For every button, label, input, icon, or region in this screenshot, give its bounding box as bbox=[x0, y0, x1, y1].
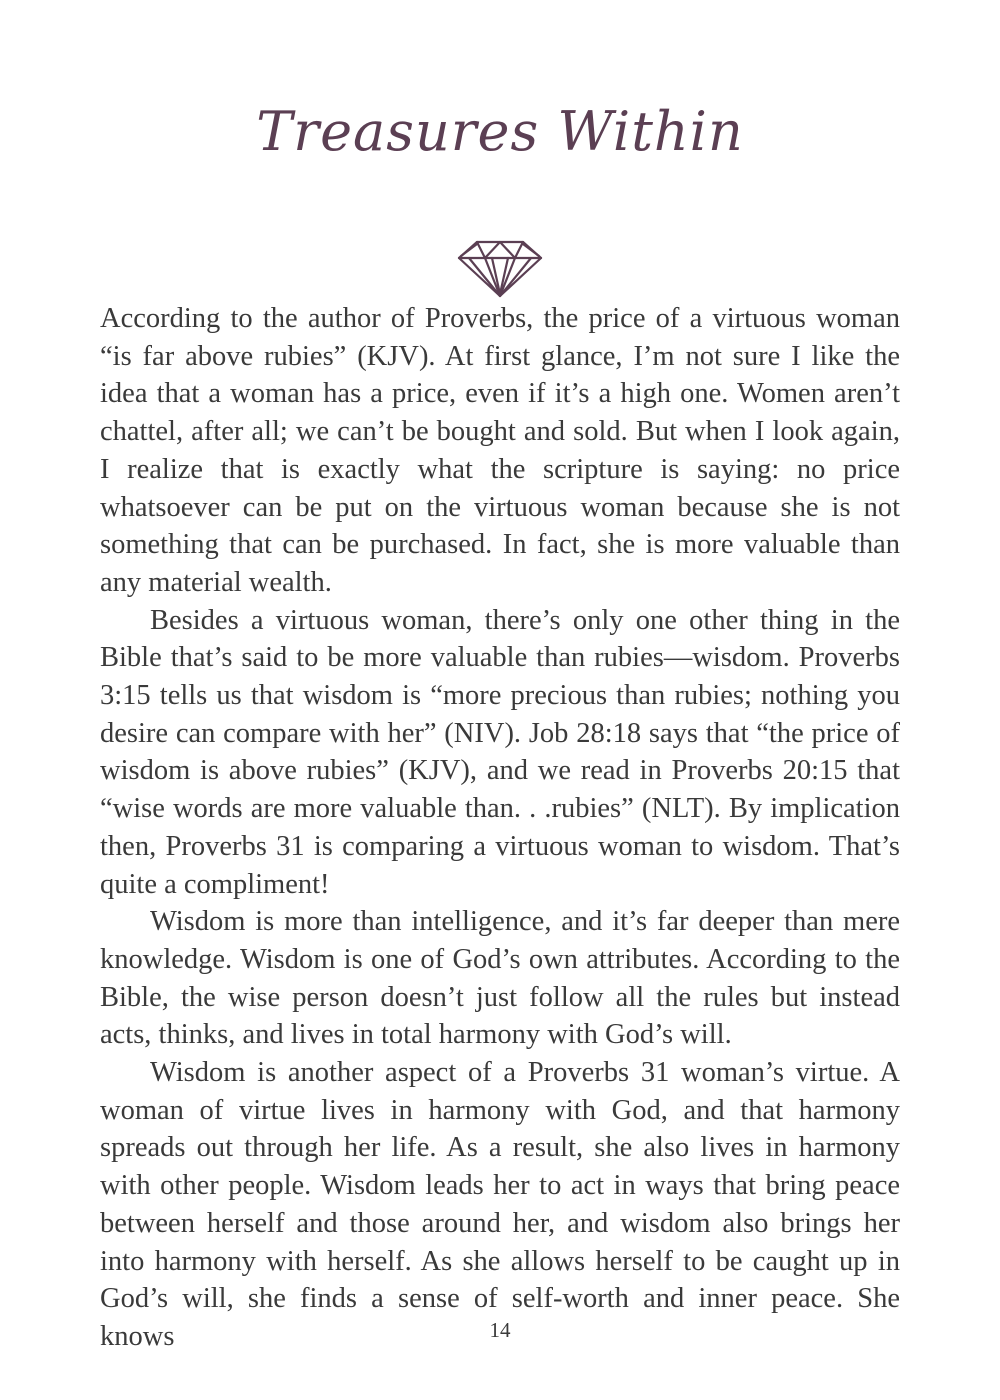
body-text bbox=[100, 300, 900, 1356]
diamond-icon bbox=[455, 236, 545, 298]
paragraph: Besides a virtuous woman, there’s only one other thing in the Bible that’s said to be more valuable than rubies—wisdom. Proverbs 3:15 tells us that wisdom is “more precious than rubies; nothing you desire can compare with her” (NIV). Job 28:18 says that “the price of wisdom is above rubies” (KJV), and we read in Proverbs 20:15 that “wise words are more valuable than. . .rubies” (NLT). By implication then, Proverbs 31 is comparing a virtuous woman to wisdom. That’s quite a compliment! bbox=[100, 604, 900, 900]
page-number: 14 bbox=[489, 1318, 511, 1342]
paragraph: Wisdom is more than intelligence, and it’s far deeper than mere knowledge. Wisdom is one of God’s own attributes. According to the Bible, the wise person doesn’t just follow all the rules but instead acts, thinks, and lives in total harmony with God’s will. bbox=[100, 906, 900, 1051]
chapter-title: Treasures Within bbox=[256, 100, 744, 163]
paragraph: According to the author of Proverbs, the price of a virtuous woman “is far above rubies” (KJV). At first glance, I’m not sure I like the idea that a woman has a price, even if it’s a high one. Women aren’t chattel, after all; we can’t be bought and sold. But when I look again, I realize that is exactly what the scripture is saying: no price whatsoever can be put on the virtuous woman because she is not something that can be purchased. In fact, she is more valuable than any material wealth. bbox=[100, 303, 900, 598]
paragraph: Wisdom is another aspect of a Proverbs 31 woman’s virtue. A woman of virtue lives in harmony with God, and that harmony spreads out through her life. As a result, she also lives in harmony with other people. Wisdom leads her to act in ways that bring peace between herself and those around her, and wisdom also brings her into harmony with herself. As she allows herself to be caught up in God’s will, she finds a sense of self-worth and inner peace. She knows bbox=[100, 1057, 900, 1352]
